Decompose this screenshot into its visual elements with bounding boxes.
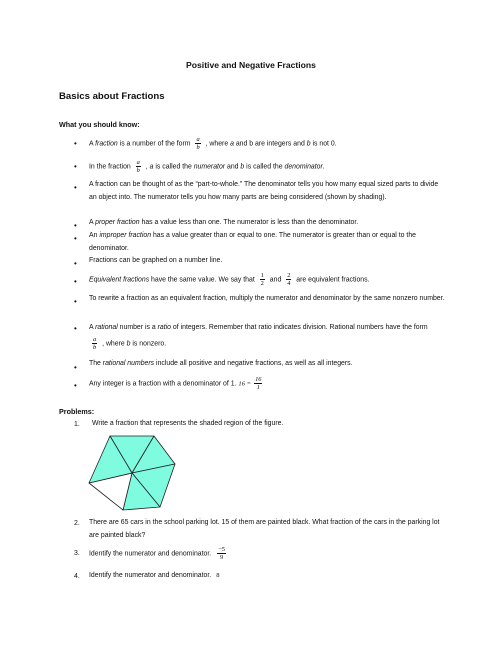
bullet-proper-fraction: A proper fraction has a value less than one. The numerator is less than the denominator. (89, 219, 359, 226)
bullet-number-line: Fractions can be graphed on a number line. (89, 257, 223, 264)
problem-number: 3. (74, 550, 80, 557)
shaded-hexagon-figure (86, 433, 178, 513)
problems-heading: Problems: (59, 407, 95, 416)
bullet-icon: • (74, 221, 77, 230)
bullet-icon: • (74, 381, 77, 390)
section-heading: Basics about Fractions (59, 91, 165, 102)
bullet-equivalent-fractions: Equivalent fractions have the same value. We say that $\frac{1}{2}$ and $\frac{2}{4}$ are equivalent fractions. (89, 272, 370, 287)
bullet-icon: • (74, 234, 77, 243)
problem-number: 4. (74, 573, 80, 580)
problem-4-text: Identify the numerator and denominator. 8 (89, 572, 220, 579)
page-title: Positive and Negative Fractions (186, 60, 316, 70)
bullet-rational-numbers: The rational numbers include all positive and negative fractions, as well as all integers. (89, 360, 353, 367)
bullet-integer-fraction: Any integer is a fraction with a denominator of 1. 16 = $\frac{16}{1}$ (89, 376, 262, 391)
bullet-fraction-definition: A fraction is a number of the form $\frac{a}{b}$ , where a and b are integers and b is not 0. (89, 136, 337, 151)
problem-3-text: Identify the numerator and denominator. $\frac{-5}{9}$ (89, 546, 226, 561)
bullet-icon: • (74, 297, 77, 306)
bullet-icon: • (74, 277, 77, 286)
bullet-icon: • (74, 162, 77, 171)
bullet-icon: • (74, 363, 77, 372)
bullet-improper-fraction: An improper fraction has a value greater than or equal to one. The numerator is greater than or equal to the denominator. (89, 232, 416, 252)
problem-number: 2. (74, 520, 80, 527)
problem-2-text: There are 65 cars in the school parking lot. 15 of them are painted black. What fraction of the cars in the parking lot are painted black? (89, 519, 440, 539)
bullet-icon: • (74, 183, 77, 192)
bullet-rewrite-equivalent: To rewrite a fraction as an equivalent fraction, multiply the numerator and denominator by the same nonzero number. (89, 295, 445, 302)
what-to-know-heading: What you should know: (59, 120, 140, 129)
problem-number: 1. (74, 421, 80, 428)
bullet-part-to-whole: A fraction can be thought of as the “part-to-whole.” The denominator tells you how many equal sized parts to divide an object into. The numerator tells you how many parts are being considered (shown by shading). (89, 181, 439, 201)
bullet-rational-number: A rational number is a ratio of integers. Remember that ratio indicates division. Rational numbers have the form $\frac{a}{b}$ , where b is nonzero. (89, 324, 428, 351)
bullet-icon: • (74, 259, 77, 268)
problem-1-text: Write a fraction that represents the shaded region of the figure. (92, 420, 284, 427)
bullet-icon: • (74, 139, 77, 148)
bullet-icon: • (74, 324, 77, 333)
bullet-numerator-denominator: In the fraction $\frac{a}{b}$ , a is called the numerator and b is called the denominator. (89, 159, 325, 174)
